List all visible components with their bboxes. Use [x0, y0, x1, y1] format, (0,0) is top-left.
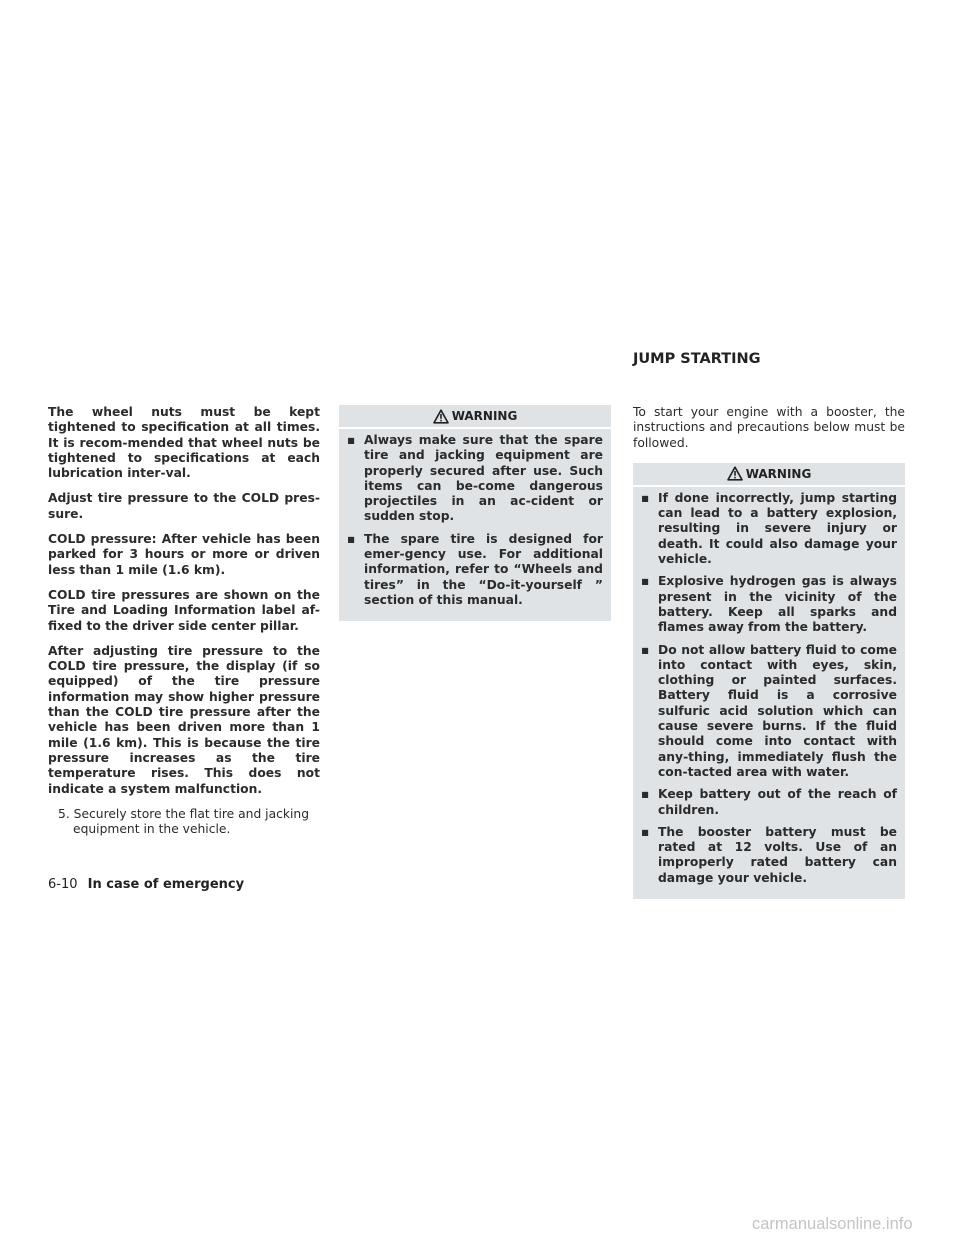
- step-5: 5. Securely store the flat tire and jacking equipment in the vehicle.: [58, 806, 310, 837]
- warning-item: ▪ Keep battery out of the reach of children.: [641, 787, 897, 817]
- warning-heading: WARNING: [451, 409, 518, 423]
- bullet: ▪: [641, 490, 650, 505]
- jump-warning-box: [633, 463, 905, 899]
- chapter-title: In case of emergency: [87, 877, 245, 892]
- spare-tire-warning-box: [339, 405, 611, 621]
- warning-header: [339, 405, 611, 429]
- warning-item: ▪ Always make sure that the spare tire and jacking equipment are properly secured after use. Such items can be-come dangerous projectiles in an ac-cident or sudden stop.: [347, 433, 603, 524]
- warning-header: [633, 463, 905, 487]
- warning-heading: WARNING: [745, 466, 812, 481]
- paragraph-display-note: After adjusting tire pressure to the COLD tire pressure, the display (if so equipped) of the tire pressure information may show higher pressure than the COLD tire pressure after the vehicle has been driven more than 1 mile (1.6 km). This is because the tire pressure increases as the tire temperature rises. This does not indicate a system malfunction.: [48, 643, 320, 796]
- paragraph-wheel-nuts: The wheel nuts must be kept tightened to specification at all times. It is recom-mended that wheel nuts be tightened to specifications at each lubrication inter-val.: [48, 405, 320, 481]
- page-footer: [48, 877, 244, 892]
- bullet: ▪: [347, 433, 356, 447]
- middle-column: [339, 405, 611, 621]
- left-column: [48, 405, 320, 837]
- section-title: JUMP STARTING: [633, 351, 761, 367]
- warning-item: ▪ Explosive hydrogen gas is always present in the vicinity of the battery. Keep all sparks and flames away from the battery.: [641, 574, 897, 635]
- warning-item: ▪ The spare tire is designed for emer-gency use. For additional information, refer to “Wheels and tires” in the “Do-it-yourself ” section of this manual.: [347, 531, 603, 607]
- warning-triangle-icon: [433, 409, 449, 424]
- jump-intro: To start your engine with a booster, the instructions and precautions below must be followed.: [633, 405, 905, 450]
- right-column: [633, 405, 905, 899]
- warning-item: ▪ If done incorrectly, jump starting can lead to a battery explosion, resulting in severe injury or death. It could also damage your vehicle.: [641, 490, 897, 567]
- page-number: 6-10: [48, 877, 78, 892]
- watermark: carmanualsonline.info: [752, 1215, 913, 1233]
- warning-item: ▪ Do not allow battery fluid to come into contact with eyes, skin, clothing or painted surfaces. Battery fluid is a corrosive sulfuric acid solution which can cause severe burns. If the fluid should come into contact with any-thing, immediately flush the con-tacted area with water.: [641, 642, 897, 779]
- warning-item: ▪ The booster battery must be rated at 12 volts. Use of an improperly rated battery can damage your vehicle.: [641, 824, 897, 885]
- warning-list: [633, 487, 905, 886]
- bullet: ▪: [641, 787, 650, 802]
- warning-triangle-icon: [727, 466, 743, 481]
- bullet: ▪: [347, 531, 356, 546]
- paragraph-cold-label: COLD tire pressures are shown on the Tire and Loading Information label af-fixed to the driver side center pillar.: [48, 587, 320, 633]
- bullet: ▪: [641, 824, 650, 839]
- bullet: ▪: [641, 574, 650, 589]
- warning-list: [339, 429, 611, 608]
- paragraph-adjust-pressure: Adjust tire pressure to the COLD pres-sure.: [48, 491, 320, 521]
- bullet: ▪: [641, 642, 650, 657]
- paragraph-cold-pressure-def: COLD pressure: After vehicle has been parked for 3 hours or more or driven less than 1 mile (1.6 km).: [48, 532, 320, 577]
